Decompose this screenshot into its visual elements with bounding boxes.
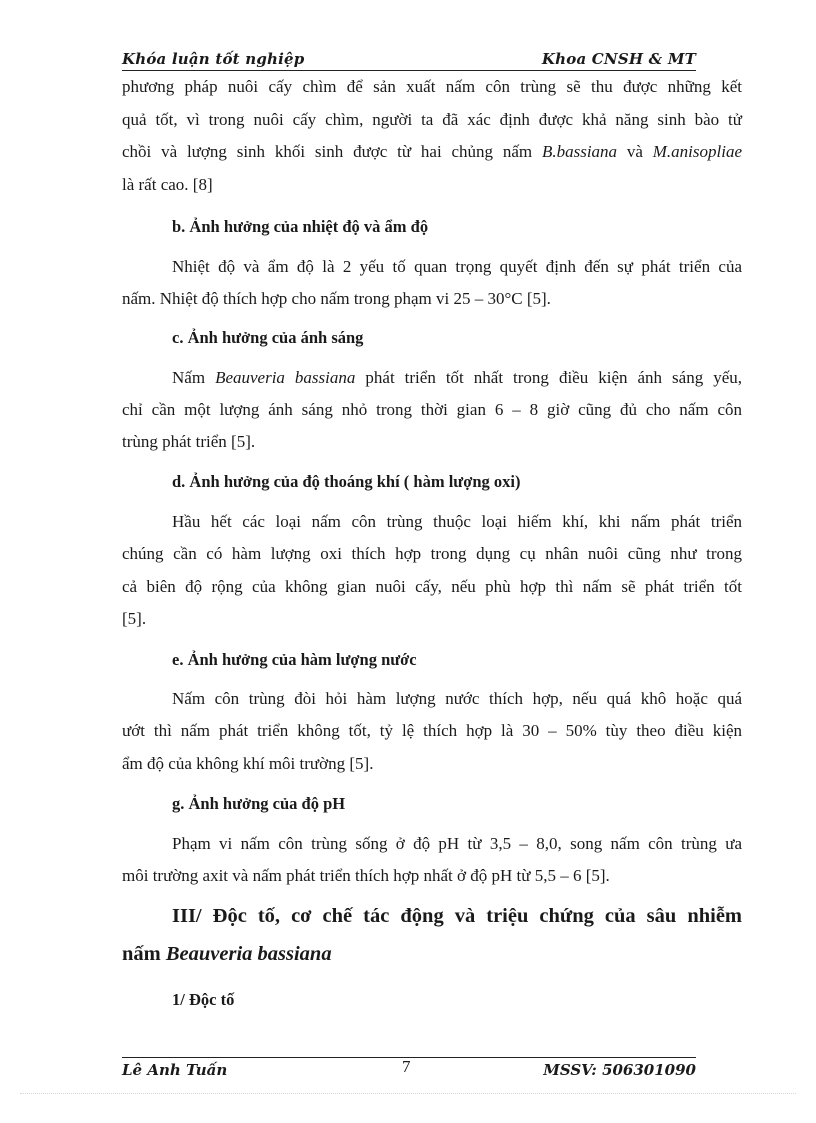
paragraph-line: là rất cao. [8] [122,175,213,194]
chapter-heading-cont [122,942,742,966]
text-run: nấm [122,943,166,965]
paragraph-line: chỉ cần một lượng ánh sáng nhỏ trong thời gian 6 – 8 giờ cũng đủ cho nấm côn [122,400,742,419]
paragraph-line: ẩm độ của không khí môi trường [5]. [122,754,374,773]
paragraph-line [172,368,742,388]
page-header [122,48,696,71]
paragraph-line: cả biên độ rộng của không gian nuôi cấy, nếu phù hợp thì nấm sẽ phát triển tốt [122,577,742,596]
text-run: và [617,142,653,161]
paragraph-line: môi trường axit và nấm phát triển thích hợp nhất ở độ pH từ 5,5 – 6 [5]. [122,866,610,885]
text-run: chồi và lượng sinh khối sinh được từ hai chủng nấm [122,142,542,161]
subsection-heading: 1/ Độc tố [172,990,235,1009]
footer-author: Lê Anh Tuấn [122,1061,228,1079]
chapter-heading: III/ Độc tố, cơ chế tác động và triệu chứng của sâu nhiễm [172,905,742,927]
paragraph-line: Phạm vi nấm côn trùng sống ở độ pH từ 3,5 – 8,0, song nấm côn trùng ưa [172,834,742,853]
page-number: 7 [402,1057,411,1076]
paragraph-line: [5]. [122,609,147,628]
species-name: B.bassiana [541,142,618,161]
section-heading-b: b. Ảnh hưởng của nhiệt độ và ẩm độ [172,217,429,236]
paragraph-line: trùng phát triển [5]. [122,432,256,451]
species-name: Beauveria bassiana [215,368,356,387]
text-run: Nấm [172,368,216,387]
section-heading-e: e. Ảnh hưởng của hàm lượng nước [172,650,417,669]
paragraph-line: Hầu hết các loại nấm côn trùng thuộc loại hiếm khí, khi nấm phát triển [172,512,742,531]
species-name: Beauveria bassiana [165,943,332,965]
paragraph-line: nấm. Nhiệt độ thích hợp cho nấm trong phạm vi 25 – 30°C [5]. [122,289,551,308]
section-heading-c: c. Ảnh hưởng của ánh sáng [172,328,364,347]
header-faculty: Khoa CNSH & MT [541,50,696,68]
page-footer [122,1057,696,1081]
paragraph-line: ướt thì nấm phát triển không tốt, tỷ lệ thích hợp là 30 – 50% tùy theo điều kiện [122,721,742,740]
text-run: phát triển tốt nhất trong điều kiện ánh sáng yếu, [355,368,743,387]
paragraph-line: Nhiệt độ và ẩm độ là 2 yếu tố quan trọng quyết định đến sự phát triển của [172,257,742,276]
paragraph-line: Nấm côn trùng đòi hỏi hàm lượng nước thích hợp, nếu quá khô hoặc quá [172,689,742,708]
paragraph-line: chúng cần có hàm lượng oxi thích hợp trong dụng cụ nhân nuôi cũng như trong [122,544,742,563]
section-heading-g: g. Ảnh hưởng của độ pH [172,794,346,813]
footer-student-id: MSSV: 506301090 [543,1061,696,1079]
species-name: M.anisopliae [652,142,743,161]
paragraph-line: quả tốt, vì trong nuôi cấy chìm, người ta đã xác định được khả năng sinh bào tử [122,110,742,129]
section-heading-d: d. Ảnh hưởng của độ thoáng khí ( hàm lượng oxi) [172,472,521,491]
paragraph-line [122,142,742,162]
header-thesis-title: Khóa luận tốt nghiệp [122,50,305,68]
page-edge-divider [20,1093,796,1094]
paragraph-line: phương pháp nuôi cấy chìm để sản xuất nấm côn trùng sẽ thu được những kết [122,77,742,96]
